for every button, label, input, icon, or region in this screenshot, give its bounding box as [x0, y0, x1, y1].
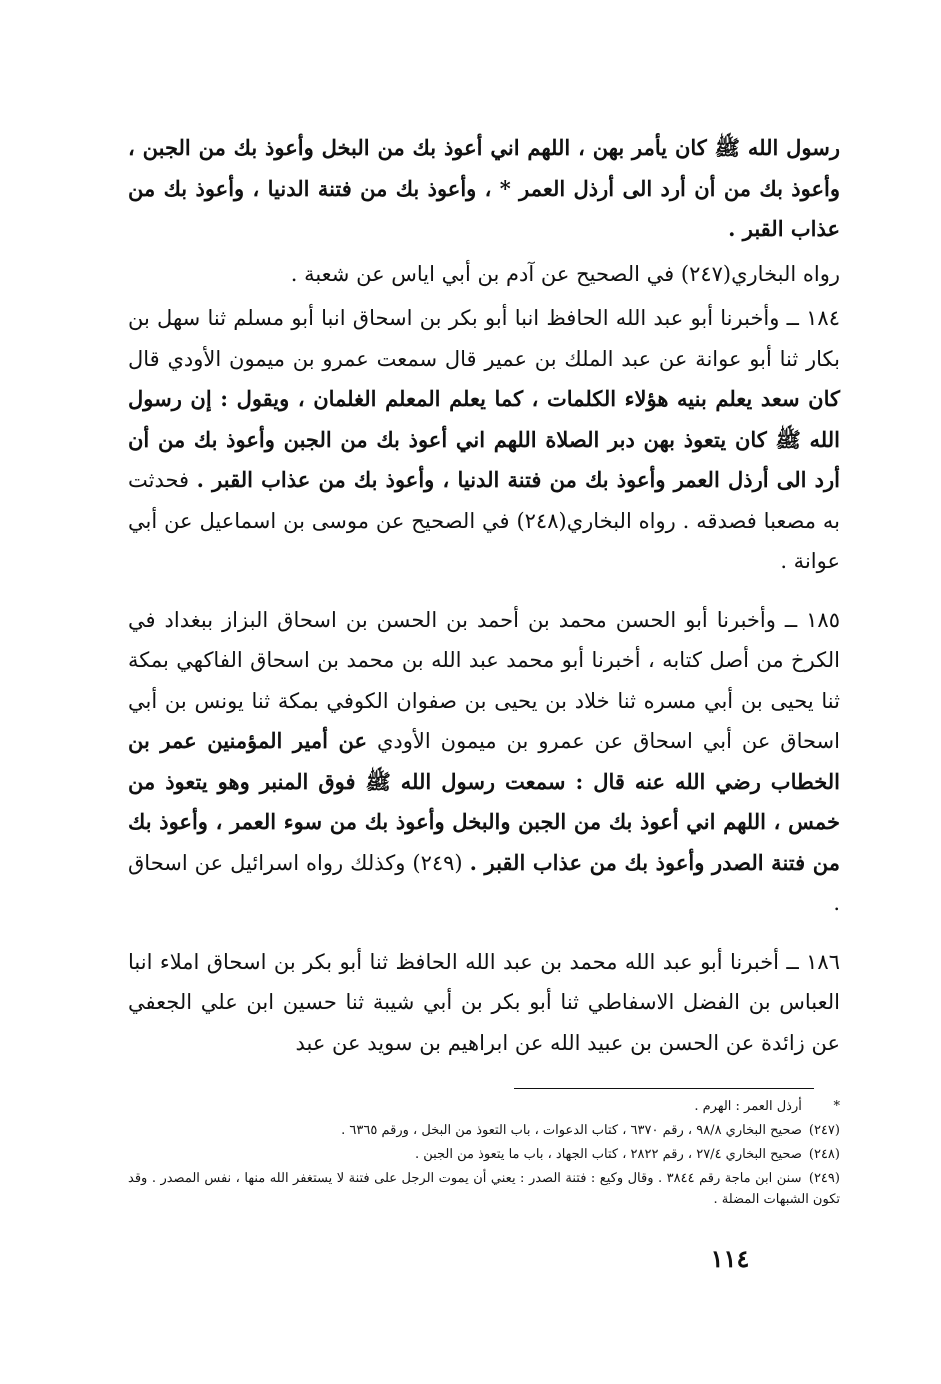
footnote-divider — [514, 1088, 814, 1089]
hadith-text: عن أمير المؤمنين عمر بن الخطاب رضي الله عنه قال : سمعت رسول الله ﷺ فوق المنبر وهو يتعوذ من خمس ، اللهم اني أعوذ بك من الجبن والبخل وأعوذ بك من سوء العمر ، وأعوذ بك من فتنة الصدر وأعوذ بك من عذاب القبر . — [128, 728, 840, 875]
footnote-text: صحيح البخاري ٢٧/٤ ، رقم ٢٨٢٢ ، كتاب الجهاد ، باب ما يتعوذ من الجبن . — [414, 1147, 802, 1162]
main-text — [128, 128, 840, 1063]
isnad-text: ١٨٥ ــ وأخبرنا أبو الحسن محمد بن أحمد بن الحسن بن اسحاق البزاز ببغداد في الكرخ من أصل كتابه ، أخبرنا أبو محمد عبد الله بن محمد بن اسحاق الفاكهي بمكة ثنا يحيى بن أبي مسره ثنا خلاد بن يحيى بن صفوان الكوفي بمكة ثنا يونس بن أبي اسحاق عن أبي اسحاق عن عمرو بن ميمون الأودي — [128, 607, 840, 753]
source-text: رواه البخاري(٢٤٧) في الصحيح عن آدم بن أبي اياس عن شعبة . — [290, 261, 840, 286]
hadith-text: كان سعد يعلم بنيه هؤلاء الكلمات ، كما يعلم المعلم الغلمان ، ويقول : إن رسول الله ﷺ كان يتعوذ بهن دبر الصلاة اللهم اني أعوذ بك من الجبن وأعوذ بك من أن أرد الى أرذل العمر وأعوذ بك من فتنة الدنيا ، وأعوذ بك من عذاب القبر . — [128, 386, 840, 492]
footnote — [128, 1144, 840, 1165]
footnote-marker: (٢٤٨) — [808, 1147, 840, 1162]
footnote — [128, 1120, 840, 1141]
footnotes — [128, 1096, 840, 1213]
paragraph-hadith-184 — [128, 298, 840, 582]
isnad-text: ١٨٤ ــ وأخبرنا أبو عبد الله الحافظ انبا أبو بكر بن اسحاق انبا أبو مسلم ثنا سهل بن بكار ثنا أبو عوانة عن عبد الملك بن عمير قال سمعت عمرو بن ميمون الأودي قال — [128, 306, 840, 371]
isnad-text: ١٨٦ ــ أخبرنا أبو عبد الله محمد بن عبد الله الحافظ ثنا أبو بكر بن اسحاق املاء انبا العباس بن الفضل الاسفاطي ثنا أبو بكر بن أبي شيبة ثنا حسين ابن علي الجعفي عن زائدة عن الحسن بن عبيد الله عن ابراهيم بن سويد عن عبد — [128, 949, 840, 1055]
footnote-text: أرذل العمر : الهرم . — [694, 1099, 802, 1114]
paragraph-hadith-186 — [128, 942, 840, 1064]
footnote-text: صحيح البخاري ٩٨/٨ ، رقم ٦٣٧٠ ، كتاب الدعوات ، باب التعوذ من البخل ، ورقم ٦٣٦٥ . — [341, 1123, 802, 1138]
source-text: فحدثت به مصعبا فصدقه . رواه البخاري(٢٤٨) في الصحيح عن موسى بن اسماعيل عن أبي عوانة . — [128, 468, 840, 573]
paragraph-intro-source — [128, 254, 840, 295]
footnote-marker: (٢٤٩) — [808, 1171, 840, 1186]
paragraph-intro — [128, 128, 840, 250]
paragraph-hadith-185 — [128, 600, 840, 924]
source-text: (٢٤٩) وكذلك رواه اسرائيل عن اسحاق . — [128, 850, 840, 915]
footnote-text: سنن ابن ماجة رقم ٣٨٤٤ . وقال وكيع : فتنة الصدر : يعني أن يموت الرجل على فتنة لا يستغفر الله منها ، نفس المصدر . وقد تكون الشبهات المضلة . — [128, 1171, 840, 1207]
footnote — [128, 1096, 840, 1117]
footnote-marker: (٢٤٧) — [808, 1123, 840, 1138]
page-number: ١١٤ — [710, 1244, 750, 1273]
footnote — [128, 1168, 840, 1210]
footnote-marker: * — [833, 1099, 840, 1114]
hadith-text: رسول الله ﷺ كان يأمر بهن ، اللهم اني أعوذ بك من البخل وأعوذ بك من الجبن ، وأعوذ بك من أن أرد الى أرذل العمر * ، وأعوذ بك من فتنة الدنيا ، وأعوذ بك من عذاب القبر . — [128, 135, 840, 241]
